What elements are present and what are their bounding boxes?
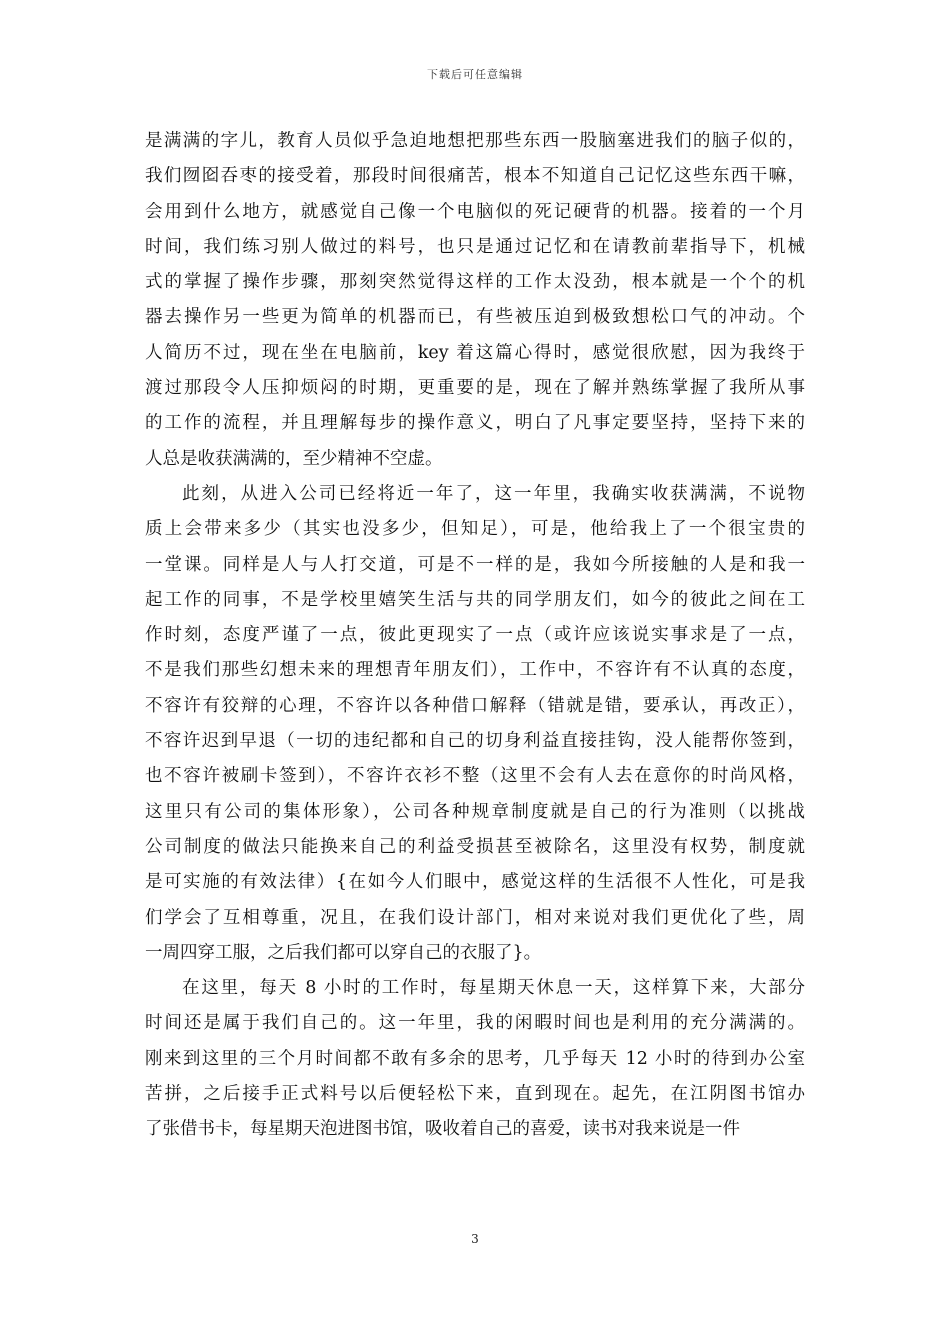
text-line: 一周四穿工服，之后我们都可以穿自己的衣服了}。 [145,942,542,963]
text-line: 时间，我们练习别人做过的料号，也只是通过记忆和在请教前辈指导下，机械 [145,236,805,257]
text-line: 是可实施的有效法律）{在如今人们眼中，感觉这样的生活很不人性化，可是我 [145,872,805,893]
text-line: 的工作的流程，并且理解每步的操作意义，明白了凡事定要坚持，坚持下来的 [145,413,805,434]
text-line: 公司制度的做法只能换来自己的利益受损甚至被除名，这里没有权势，制度就 [145,836,805,857]
text-line: 不容许有狡辩的心理，不容许以各种借口解释（错就是错，要承认，再改正）， [145,695,805,716]
text-line: 这里只有公司的集体形象），公司各种规章制度就是自己的行为准则（以挑战 [145,801,805,822]
text-line: 了张借书卡，每星期天泡进图书馆，吸收着自己的喜爱，读书对我来说是一件 [145,1119,740,1140]
paragraph [145,124,805,477]
text-line: 人总是收获满满的，至少精神不空虚。 [145,448,443,469]
text-line: 作时刻，态度严谨了一点，彼此更现实了一点（或许应该说实事求是了一点， [145,625,805,646]
text-line: 起工作的同事，不是学校里嬉笑生活与共的同学朋友们，如今的彼此之间在工 [145,589,805,610]
text-line: 渡过那段令人压抑烦闷的时期，更重要的是，现在了解并熟练掌握了我所从事 [145,378,805,399]
page-header: 下载后可任意编辑 [427,68,523,81]
text-line: 此刻，从进入公司已经将近一年了，这一年里，我确实收获满满，不说物 [182,483,805,504]
paragraph [145,477,805,971]
text-line: 是满满的字儿，教育人员似乎急迫地想把那些东西一股脑塞进我们的脑子似的， [145,131,805,151]
text-line: 人简历不过，现在坐在电脑前，key 着这篇心得时，感觉很欣慰，因为我终于 [145,342,805,363]
text-line: 器去操作另一些更为简单的机器而已，有些被压迫到极致想松口气的冲动。个 [145,307,805,328]
paragraph [145,971,805,1147]
text-line: 我们囫囵吞枣的接受着，那段时间很痛苦，根本不知道自己记忆这些东西干嘛， [145,166,805,187]
page-number: 3 [471,1232,479,1246]
text-line: 们学会了互相尊重，况且，在我们设计部门，相对来说对我们更优化了些，周 [145,907,805,928]
text-line: 在这里，每天 8 小时的工作时，每星期天休息一天，这样算下来，大部分 [182,978,805,999]
text-line: 苦拼，之后接手正式料号以后便轻松下来，直到现在。起先，在江阴图书馆办 [145,1084,805,1105]
text-line: 式的掌握了操作步骤，那刻突然觉得这样的工作太没劲，根本就是一个个的机 [145,272,805,293]
text-line: 一堂课。同样是人与人打交道，可是不一样的是，我如今所接触的人是和我一 [145,554,805,575]
text-line: 不容许迟到早退（一切的违纪都和自己的切身利益直接挂钩，没人能帮你签到， [145,731,805,752]
text-line: 时间还是属于我们自己的。这一年里，我的闲暇时间也是利用的充分满满的。 [145,1013,805,1034]
text-line: 刚来到这里的三个月时间都不敢有多余的思考，几乎每天 12 小时的待到办公室 [145,1048,805,1069]
text-line: 也不容许被刷卡签到），不容许衣衫不整（这里不会有人去在意你的时尚风格， [145,766,805,787]
text-line: 质上会带来多少（其实也没多少，但知足），可是，他给我上了一个很宝贵的 [145,519,805,540]
document-body [145,124,805,1148]
text-line: 会用到什么地方，就感觉自己像一个电脑似的死记硬背的机器。接着的一个月 [145,201,805,222]
text-line: 不是我们那些幻想未来的理想青年朋友们），工作中，不容许有不认真的态度， [145,660,805,681]
